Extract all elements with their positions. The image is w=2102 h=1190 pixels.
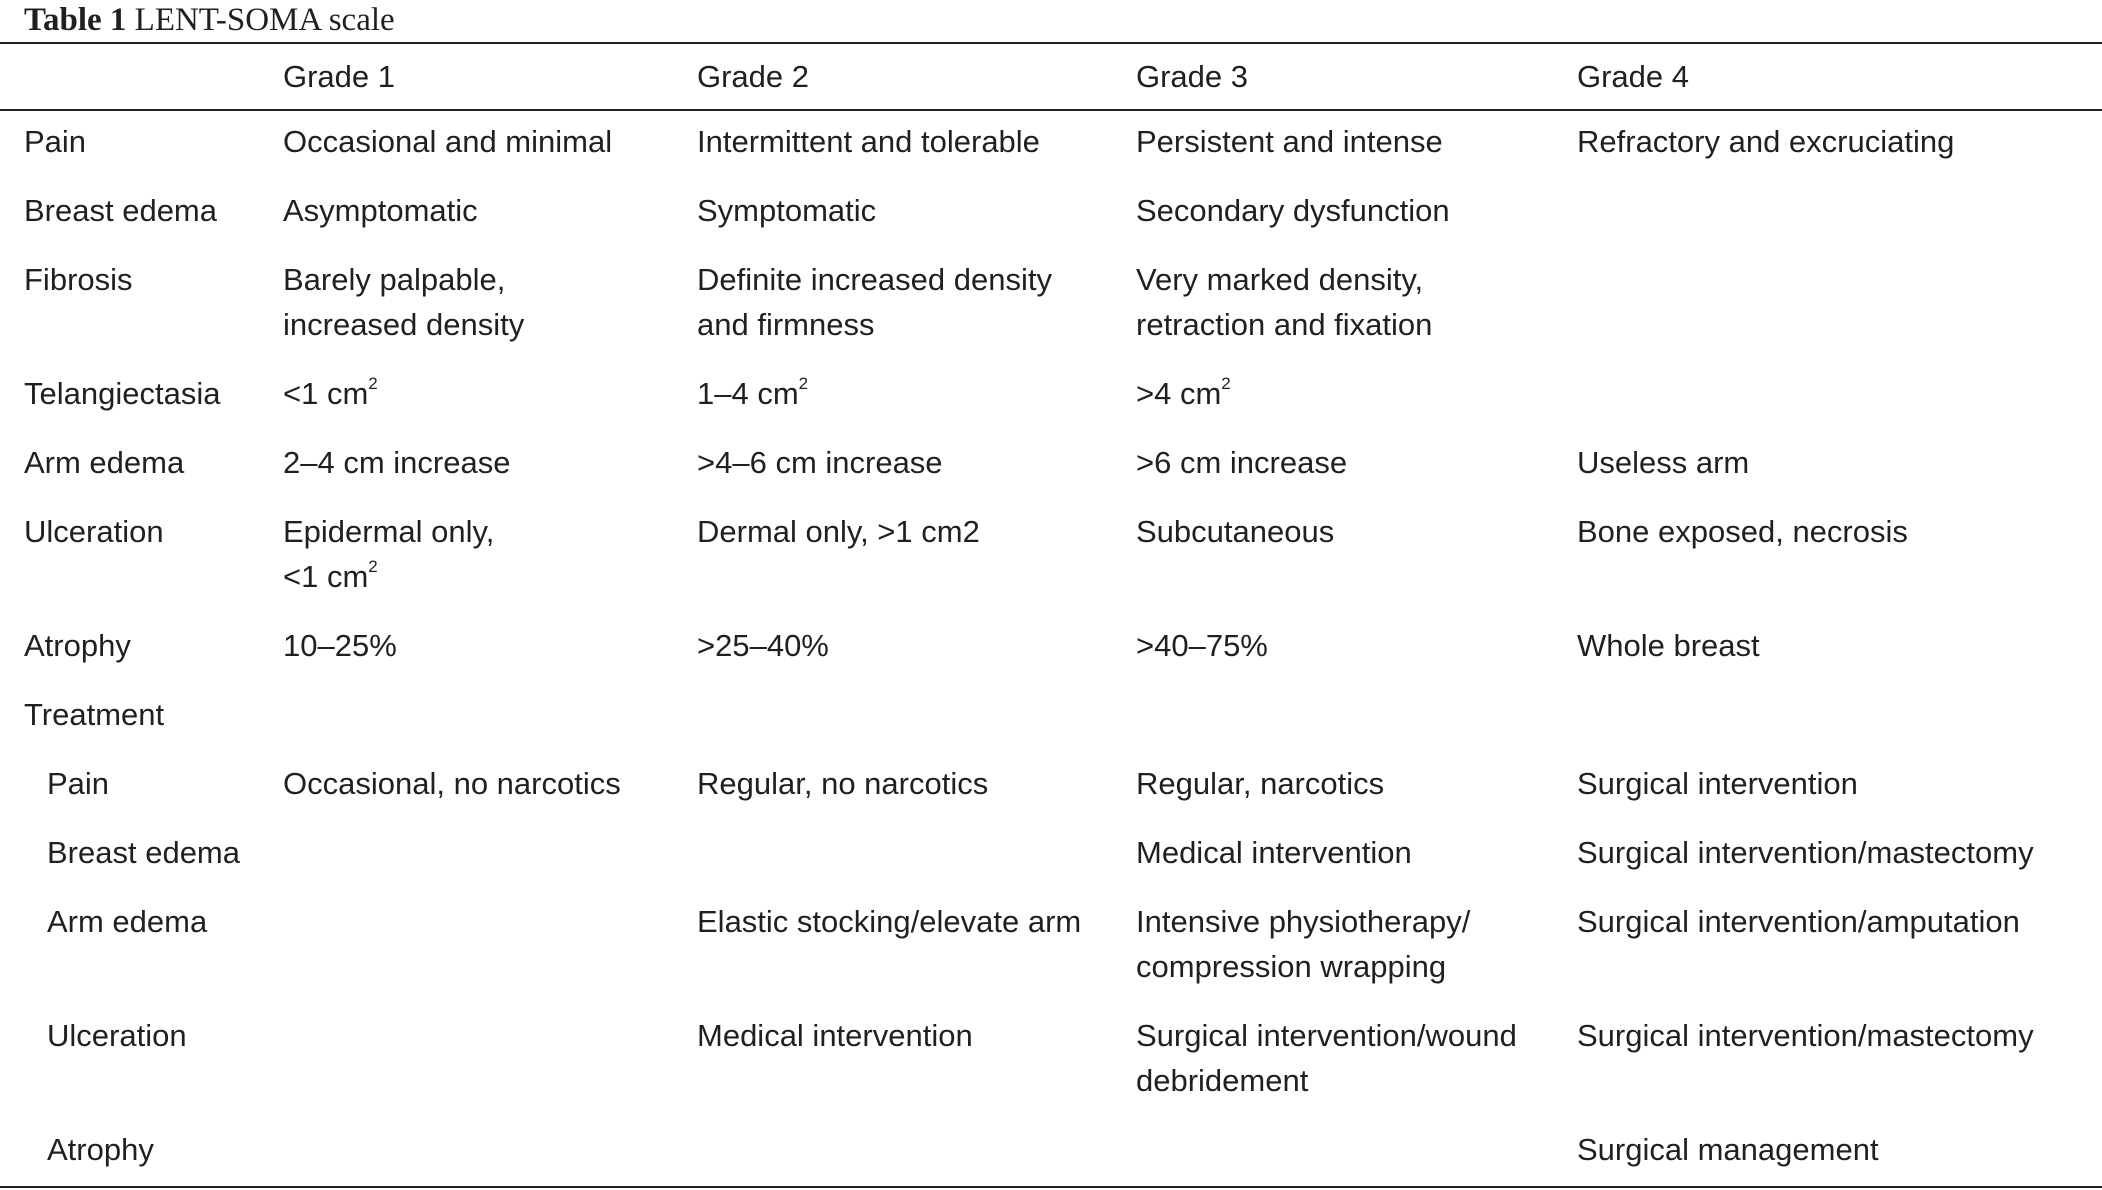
cell-text-line xyxy=(1136,944,1577,989)
cell-text-line xyxy=(1577,440,2102,485)
cell-text-line xyxy=(283,440,697,485)
cell-text: Elastic stocking/elevate arm xyxy=(697,904,1082,939)
cell-text: increased density xyxy=(283,307,525,342)
cell-text: >4–6 cm increase xyxy=(697,445,943,480)
cell-text-line xyxy=(1136,509,1577,554)
grade-3-cell xyxy=(1136,180,1577,249)
superscript: 2 xyxy=(1221,374,1231,393)
cell-text: Surgical intervention/wound xyxy=(1136,1018,1517,1053)
cell-text-line xyxy=(697,371,1136,416)
grade-4-cell xyxy=(1577,501,2102,615)
cell-text-line xyxy=(1136,440,1577,485)
cell-text-line xyxy=(697,302,1136,347)
cell-text: Regular, narcotics xyxy=(1136,766,1385,801)
cell-text-line xyxy=(1577,1127,2102,1172)
grade-3-cell xyxy=(1136,432,1577,501)
cell-text: Subcutaneous xyxy=(1136,514,1335,549)
treatment-table-row xyxy=(0,1119,2102,1188)
grade-3-cell xyxy=(1136,891,1577,1005)
grade-1-cell xyxy=(283,1119,697,1188)
cell-text-line xyxy=(283,302,697,347)
cell-text-line xyxy=(1136,119,1577,164)
grade-2-cell xyxy=(697,109,1136,180)
cell-text: and firmness xyxy=(697,307,875,342)
cell-text: Intermittent and tolerable xyxy=(697,124,1040,159)
cell-text: Surgical intervention xyxy=(1577,766,1858,801)
grade-2-cell xyxy=(697,1119,1136,1188)
row-label: Ulceration xyxy=(24,514,164,549)
table-label: Table 1 xyxy=(24,2,127,38)
grade-3-cell xyxy=(1136,249,1577,363)
superscript: 2 xyxy=(798,374,809,393)
cell-text: <1 cm xyxy=(283,559,369,594)
cell-text-line xyxy=(697,623,1136,668)
cell-text-line xyxy=(283,371,697,416)
cell-text-line xyxy=(697,1013,1136,1058)
grade-4-cell xyxy=(1577,615,2102,684)
cell-text: compression wrapping xyxy=(1136,949,1447,984)
table-row xyxy=(0,109,2102,180)
cell-text: Very marked density, xyxy=(1136,262,1424,297)
grade-4-cell xyxy=(1577,180,2102,249)
cell-text-line xyxy=(1136,899,1577,944)
cell-text: Medical intervention xyxy=(1136,835,1412,870)
row-label: Breast edema xyxy=(47,835,240,870)
cell-text: <1 cm xyxy=(283,376,369,411)
table-row xyxy=(0,432,2102,501)
header-cell-grade-3: Grade 3 xyxy=(1136,59,1249,94)
treatment-table-row xyxy=(0,891,2102,1005)
cell-text-line xyxy=(697,188,1136,233)
table-row xyxy=(0,180,2102,249)
cell-text: Surgical intervention/amputation xyxy=(1577,904,2020,939)
grade-3-cell xyxy=(1136,363,1577,432)
header-cell-grade-1: Grade 1 xyxy=(283,59,396,94)
table-title xyxy=(24,0,395,40)
cell-text-line xyxy=(283,761,697,806)
grade-3-cell xyxy=(1136,684,1577,753)
cell-text: Whole breast xyxy=(1577,628,1760,663)
cell-text-line xyxy=(1577,761,2102,806)
cell-text-line xyxy=(1577,899,2102,944)
header-cell-blank xyxy=(0,44,283,109)
cell-text: 1–4 cm xyxy=(697,376,799,411)
treatment-table-row xyxy=(0,753,2102,822)
cell-text: Surgical intervention/mastectomy xyxy=(1577,835,2034,870)
row-label: Pain xyxy=(24,124,87,159)
grade-1-cell xyxy=(283,684,697,753)
grade-3-cell xyxy=(1136,753,1577,822)
grade-2-cell xyxy=(697,432,1136,501)
superscript: 2 xyxy=(368,374,378,393)
cell-text-line xyxy=(697,899,1136,944)
grade-4-cell xyxy=(1577,684,2102,753)
grade-2-cell xyxy=(697,891,1136,1005)
grade-2-cell xyxy=(697,180,1136,249)
cell-text-line xyxy=(1136,302,1577,347)
grade-4-cell xyxy=(1577,1119,2102,1188)
table-row xyxy=(0,501,2102,615)
grade-1-cell xyxy=(283,1005,697,1119)
cell-text: Persistent and intense xyxy=(1136,124,1443,159)
grade-3-cell xyxy=(1136,822,1577,891)
cell-text-line xyxy=(1577,830,2102,875)
cell-text-line xyxy=(697,119,1136,164)
grade-2-cell xyxy=(697,753,1136,822)
grade-1-cell xyxy=(283,363,697,432)
cell-text: Symptomatic xyxy=(697,193,877,228)
table-row xyxy=(0,249,2102,363)
grade-2-cell xyxy=(697,249,1136,363)
cell-text-line xyxy=(1136,830,1577,875)
grade-4-cell xyxy=(1577,753,2102,822)
cell-text: Occasional and minimal xyxy=(283,124,613,159)
cell-text-line xyxy=(1577,623,2102,668)
cell-text: Medical intervention xyxy=(697,1018,973,1053)
grade-4-cell xyxy=(1577,249,2102,363)
row-label: Treatment xyxy=(24,697,165,732)
cell-text-line xyxy=(697,761,1136,806)
grade-3-cell xyxy=(1136,501,1577,615)
cell-text: Epidermal only, xyxy=(283,514,495,549)
row-label: Ulceration xyxy=(47,1018,187,1053)
header-cell-grade-4: Grade 4 xyxy=(1577,59,1690,94)
table-row xyxy=(0,615,2102,684)
cell-text: Regular, no narcotics xyxy=(697,766,989,801)
cell-text-line xyxy=(1136,371,1577,416)
cell-text: Useless arm xyxy=(1577,445,1750,480)
cell-text-line xyxy=(283,623,697,668)
grade-1-cell xyxy=(283,432,697,501)
row-label: Telangiectasia xyxy=(24,376,221,411)
cell-text: Surgical intervention/mastectomy xyxy=(1577,1018,2034,1053)
cell-text: Bone exposed, necrosis xyxy=(1577,514,1908,549)
table-caption: LENT-SOMA scale xyxy=(134,2,395,38)
cell-text: 10–25% xyxy=(283,628,397,663)
header-cell-grade-2: Grade 2 xyxy=(697,59,810,94)
cell-text: Refractory and excruciating xyxy=(1577,124,1955,159)
lent-soma-table xyxy=(0,44,2102,1188)
grade-2-cell xyxy=(697,822,1136,891)
grade-1-cell xyxy=(283,753,697,822)
cell-text-line xyxy=(1136,761,1577,806)
grade-1-cell xyxy=(283,109,697,180)
grade-2-cell xyxy=(697,501,1136,615)
grade-3-cell xyxy=(1136,109,1577,180)
grade-4-cell xyxy=(1577,109,2102,180)
cell-text: Dermal only, >1 cm2 xyxy=(697,514,980,549)
grade-4-cell xyxy=(1577,432,2102,501)
grade-1-cell xyxy=(283,891,697,1005)
grade-1-cell xyxy=(283,249,697,363)
row-label: Breast edema xyxy=(24,193,217,228)
grade-1-cell xyxy=(283,180,697,249)
row-label: Fibrosis xyxy=(24,262,133,297)
grade-4-cell xyxy=(1577,822,2102,891)
cell-text-line xyxy=(283,257,697,302)
row-label: Atrophy xyxy=(24,628,131,663)
cell-text: Barely palpable, xyxy=(283,262,506,297)
grade-1-cell xyxy=(283,501,697,615)
cell-text-line xyxy=(697,440,1136,485)
grade-1-cell xyxy=(283,822,697,891)
cell-text-line xyxy=(697,509,1136,554)
row-label: Arm edema xyxy=(47,904,208,939)
cell-text-line xyxy=(697,257,1136,302)
grade-2-cell xyxy=(697,615,1136,684)
cell-text-line xyxy=(1136,623,1577,668)
grade-2-cell xyxy=(697,1005,1136,1119)
row-label: Arm edema xyxy=(24,445,185,480)
cell-text: Asymptomatic xyxy=(283,193,478,228)
cell-text: Occasional, no narcotics xyxy=(283,766,621,801)
table-row xyxy=(0,684,2102,753)
cell-text-line xyxy=(283,119,697,164)
grade-3-cell xyxy=(1136,615,1577,684)
cell-text-line xyxy=(1136,1058,1577,1103)
grade-3-cell xyxy=(1136,1005,1577,1119)
treatment-table-row xyxy=(0,822,2102,891)
table-row xyxy=(0,363,2102,432)
cell-text: Intensive physiotherapy/ xyxy=(1136,904,1471,939)
cell-text-line xyxy=(1577,509,2102,554)
cell-text-line xyxy=(283,188,697,233)
cell-text: debridement xyxy=(1136,1063,1309,1098)
cell-text: Definite increased density xyxy=(697,262,1052,297)
row-label: Atrophy xyxy=(47,1132,154,1167)
row-label: Pain xyxy=(47,766,110,801)
cell-text: >4 cm xyxy=(1136,376,1222,411)
cell-text: Surgical management xyxy=(1577,1132,1879,1167)
cell-text: Secondary dysfunction xyxy=(1136,193,1450,228)
treatment-table-row xyxy=(0,1005,2102,1119)
cell-text-line xyxy=(1577,119,2102,164)
table-body xyxy=(0,109,2102,1188)
cell-text-line xyxy=(283,509,697,554)
grade-2-cell xyxy=(697,363,1136,432)
cell-text: >40–75% xyxy=(1136,628,1268,663)
cell-text: retraction and fixation xyxy=(1136,307,1433,342)
cell-text-line xyxy=(283,554,697,599)
cell-text: 2–4 cm increase xyxy=(283,445,511,480)
cell-text: >6 cm increase xyxy=(1136,445,1348,480)
grade-4-cell xyxy=(1577,1005,2102,1119)
superscript: 2 xyxy=(368,557,378,576)
grade-4-cell xyxy=(1577,891,2102,1005)
cell-text-line xyxy=(1136,188,1577,233)
cell-text: >25–40% xyxy=(697,628,829,663)
grade-3-cell xyxy=(1136,1119,1577,1188)
cell-text-line xyxy=(1577,1013,2102,1058)
grade-1-cell xyxy=(283,615,697,684)
grade-2-cell xyxy=(697,684,1136,753)
cell-text-line xyxy=(1136,1013,1577,1058)
header-row xyxy=(0,44,2102,109)
cell-text-line xyxy=(1136,257,1577,302)
grade-4-cell xyxy=(1577,363,2102,432)
